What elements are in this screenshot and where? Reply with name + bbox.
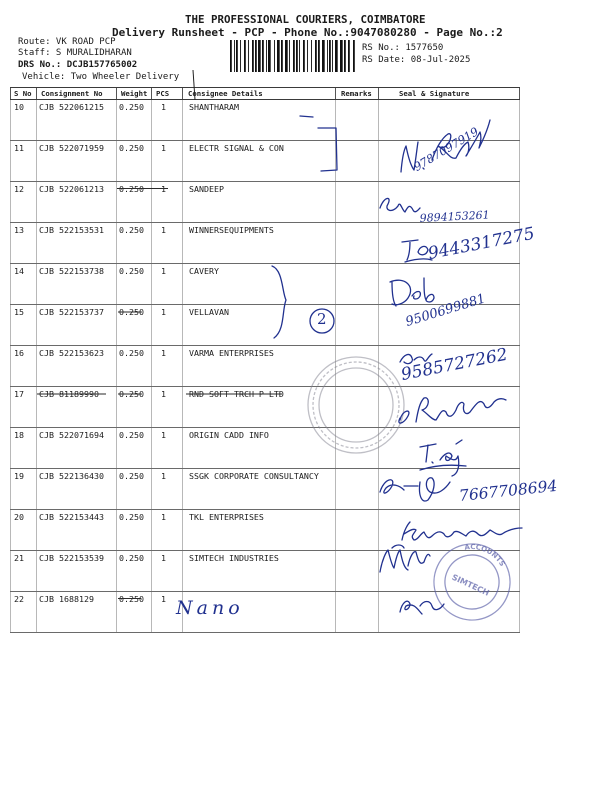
cell-seal-signature [378, 428, 520, 468]
cell-remarks [335, 100, 378, 140]
barcode-bar [322, 40, 325, 72]
seal-arc-textpath: ACCOUNTS [464, 543, 507, 568]
barcode-bar [252, 40, 254, 72]
cell-remarks [335, 592, 378, 632]
barcode-bar [348, 40, 350, 72]
cell-consignment-no: CJB 522153531 [36, 223, 116, 263]
cell-remarks [335, 469, 378, 509]
cell-pcs: 1 [151, 551, 182, 591]
cell-pcs: 1 [151, 182, 182, 222]
cell-sno: 19 [10, 469, 36, 509]
cell-remarks [335, 141, 378, 181]
cell-weight: 0.250 [116, 100, 151, 140]
barcode-bar [234, 40, 235, 72]
rs-number: RS No.: 1577650 [362, 43, 444, 53]
barcode-bar [353, 40, 355, 72]
barcode-bar [281, 40, 283, 72]
cell-consignment-no: CJB 522153738 [36, 264, 116, 304]
barcode-bar [268, 40, 271, 72]
cell-weight: 0.250 [116, 469, 151, 509]
cell-weight: 0.250 [116, 551, 151, 591]
barcode-bar [240, 40, 241, 72]
table-row [10, 387, 520, 428]
table-row [10, 428, 520, 469]
cell-weight: 0.250 [116, 510, 151, 550]
circled-mark: 2 [317, 310, 327, 328]
runsheet-subtitle: Delivery Runsheet - PCP - Phone No.:9047080280 - Page No.:2 [112, 26, 503, 39]
cell-consignment-no: CJB 522071694 [36, 428, 116, 468]
handwritten-phone-number: 9500699881 [403, 291, 488, 330]
cell-weight: 0.250 [116, 387, 151, 427]
barcode-bar [266, 40, 267, 72]
cell-sno: 21 [10, 551, 36, 591]
barcode-bar [293, 40, 295, 72]
cell-pcs: 1 [151, 428, 182, 468]
cell-consignee: SANDEEP [182, 182, 335, 222]
cell-seal-signature [378, 510, 520, 550]
col-header-remarks: Remarks [335, 88, 378, 99]
handwritten-phone-number: 9443317275 [426, 223, 537, 264]
col-header-seal-signature: Seal & Signature [378, 88, 520, 99]
table-header-row [10, 87, 520, 100]
cell-sno: 20 [10, 510, 36, 550]
cell-weight: 0.250 [116, 346, 151, 386]
barcode-bar [296, 40, 298, 72]
barcode-bar [315, 40, 317, 72]
cell-consignee: WINNERSEQUIPMENTS [182, 223, 335, 263]
staff-label: Staff: S MURALIDHARAN [18, 48, 132, 58]
cell-remarks [335, 551, 378, 591]
table-row [10, 592, 520, 633]
cell-consignee: CAVERY [182, 264, 335, 304]
barcode-bar [274, 40, 275, 72]
cell-sno: 15 [10, 305, 36, 345]
cell-sno: 13 [10, 223, 36, 263]
barcode-bar [344, 40, 346, 72]
cell-remarks [335, 223, 378, 263]
cell-sno: 18 [10, 428, 36, 468]
cell-pcs: 1 [151, 141, 182, 181]
cell-seal-signature [378, 592, 520, 632]
cell-remarks [335, 510, 378, 550]
handwritten-phone-number: 7667708694 [458, 476, 559, 505]
cell-remarks [335, 346, 378, 386]
cell-weight: 0.250 [116, 264, 151, 304]
cell-seal-signature [378, 551, 520, 591]
cell-weight: 0.250 [116, 141, 151, 181]
barcode-bar [303, 40, 305, 72]
cell-consignee: ORIGIN CADD INFO [182, 428, 335, 468]
col-header-pcs: PCS [151, 88, 182, 99]
rs-date: RS Date: 08-Jul-2025 [362, 55, 471, 65]
cell-sno: 11 [10, 141, 36, 181]
table-row [10, 264, 520, 305]
table-row [10, 469, 520, 510]
drs-number: DRS No.: DCJB157765002 [18, 60, 138, 70]
cell-consignment-no: CJB 522153623 [36, 346, 116, 386]
cell-consignment-no: CJB 81189990 [36, 387, 116, 427]
barcode-bar [258, 40, 261, 72]
cell-remarks [335, 387, 378, 427]
barcode-bar [329, 40, 331, 72]
company-title: THE PROFESSIONAL COURIERS, COIMBATORE [185, 13, 426, 26]
barcode-bar [340, 40, 343, 72]
barcode-bar [244, 40, 246, 72]
barcode-bar [289, 40, 290, 72]
handwritten-phone-number: 9585727262 [399, 344, 510, 385]
barcode [230, 40, 355, 72]
cell-pcs: 1 [151, 469, 182, 509]
col-header-consignment-no: Consignment No [36, 88, 116, 99]
barcode-bar [230, 40, 232, 72]
barcode-bar [327, 40, 328, 72]
cell-pcs: 1 [151, 346, 182, 386]
cell-pcs: 1 [151, 264, 182, 304]
barcode-bar [335, 40, 338, 72]
cell-sno: 16 [10, 346, 36, 386]
vehicle-label: Vehicle: Two Wheeler Delivery [22, 72, 180, 82]
cell-weight: 0.250 [116, 592, 151, 632]
cell-pcs: 1 [151, 100, 182, 140]
barcode-bar [277, 40, 280, 72]
cell-remarks [335, 264, 378, 304]
barcode-bar [262, 40, 264, 72]
cell-weight: 0.250 [116, 305, 151, 345]
cell-consignment-no: CJB 522071959 [36, 141, 116, 181]
barcode-bar [318, 40, 320, 72]
cell-sno: 12 [10, 182, 36, 222]
cell-pcs: 1 [151, 510, 182, 550]
cell-consignee: VELLAVAN [182, 305, 335, 345]
cell-pcs: 1 [151, 305, 182, 345]
handwritten-phone-number: 9787097919 [411, 124, 481, 174]
cell-sno: 14 [10, 264, 36, 304]
cell-seal-signature [378, 387, 520, 427]
cell-consignee: ELECTR SIGNAL & CON [182, 141, 335, 181]
col-header-sno: S No [10, 88, 36, 99]
handwritten-phone-number: 9894153261 [419, 208, 490, 225]
cell-consignee: SSGK CORPORATE CONSULTANCY [182, 469, 335, 509]
cell-pcs: 1 [151, 223, 182, 263]
handwritten-consignee-note: Nano [176, 597, 244, 619]
cell-consignment-no: CJB 522061215 [36, 100, 116, 140]
cell-weight: 0.250 [116, 428, 151, 468]
col-header-weight: Weight [116, 88, 151, 99]
cell-seal-signature [378, 264, 520, 304]
cell-remarks [335, 305, 378, 345]
route-label: Route: VK ROAD PCP [18, 37, 116, 47]
cell-remarks [335, 428, 378, 468]
cell-seal-signature [378, 100, 520, 140]
cell-sno: 22 [10, 592, 36, 632]
cell-consignee: SIMTECH INDUSTRIES [182, 551, 335, 591]
barcode-bar [299, 40, 300, 72]
barcode-bar [236, 40, 238, 72]
cell-consignee: TKL ENTERPRISES [182, 510, 335, 550]
cell-sno: 17 [10, 387, 36, 427]
col-header-consignee: Consignee Details [182, 88, 335, 99]
barcode-bar [285, 40, 288, 72]
cell-consignment-no: CJB 522136430 [36, 469, 116, 509]
barcode-bar [332, 40, 333, 72]
cell-consignment-no: CJB 522153443 [36, 510, 116, 550]
seal-center-text: SIMTECH [450, 572, 491, 598]
barcode-bar [248, 40, 249, 72]
table-row [10, 551, 520, 592]
table-row [10, 100, 520, 141]
cell-weight: 0.250 [116, 182, 151, 222]
table-row [10, 510, 520, 551]
barcode-bar [311, 40, 312, 72]
cell-sno: 10 [10, 100, 36, 140]
cell-remarks [335, 182, 378, 222]
cell-consignment-no: CJB 522153539 [36, 551, 116, 591]
cell-consignment-no: CJB 522153737 [36, 305, 116, 345]
barcode-bar [307, 40, 308, 72]
cell-pcs: 1 [151, 387, 182, 427]
barcode-bar [255, 40, 257, 72]
cell-pcs: 1 [151, 592, 182, 632]
cell-consignment-no: CJB 522061213 [36, 182, 116, 222]
cell-weight: 0.250 [116, 223, 151, 263]
cell-consignee: VARMA ENTERPRISES [182, 346, 335, 386]
cell-consignee: RND SOFT TRCH P LTD [182, 387, 335, 427]
cell-consignee: SHANTHARAM [182, 100, 335, 140]
cell-consignment-no: CJB 1688129 [36, 592, 116, 632]
